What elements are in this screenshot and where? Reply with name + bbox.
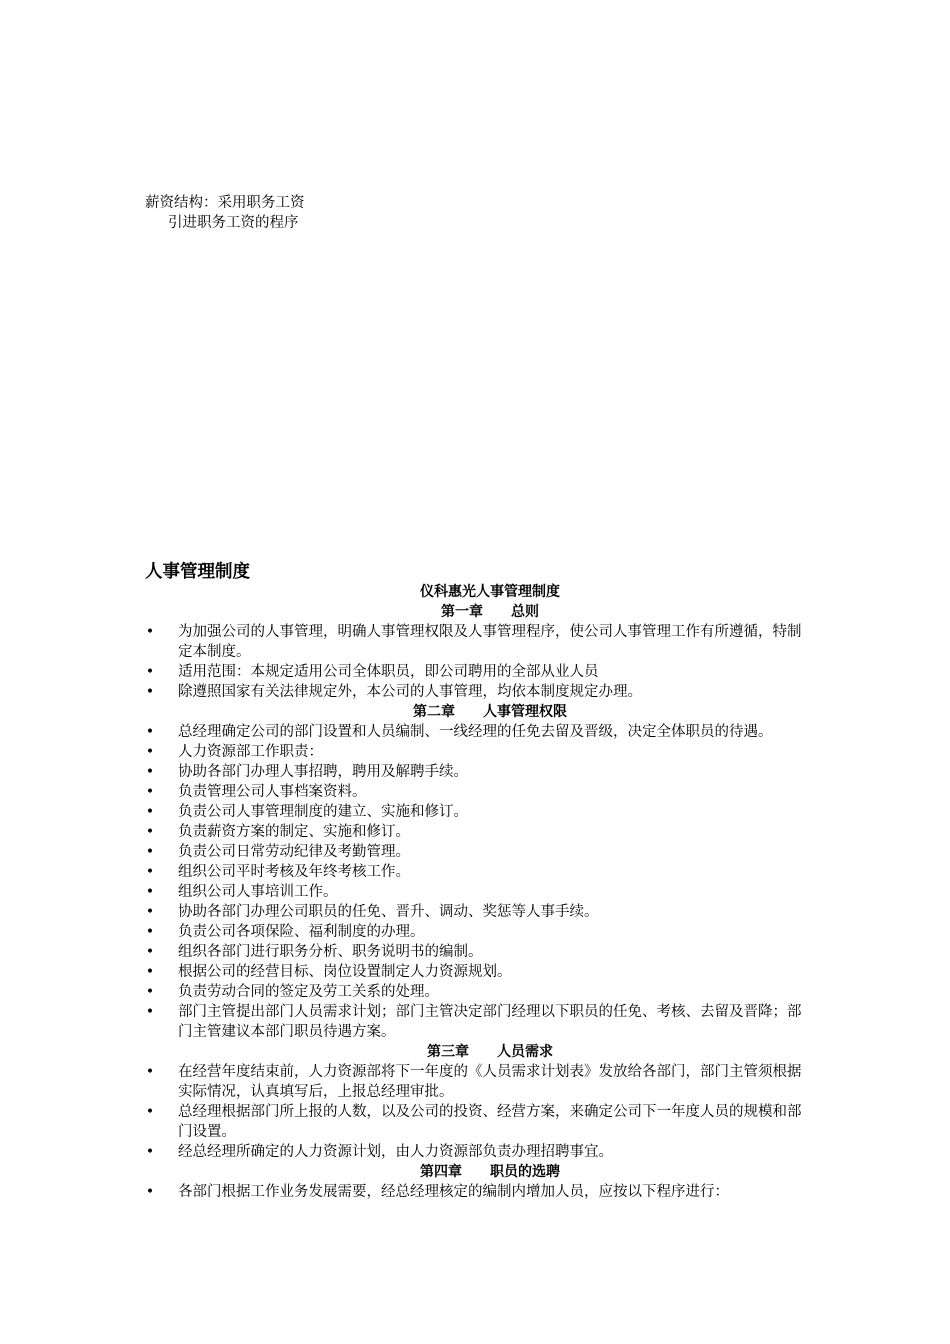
- list-item: [145, 662, 807, 682]
- bullet-icon: •: [145, 864, 155, 880]
- list-item-text: 总经理根据部门所上报的人数，以及公司的投资、经营方案，来确定公司下一年度人员的规模和部门设置。: [178, 1104, 802, 1140]
- bullet-icon: •: [145, 1144, 155, 1160]
- bullet-icon: •: [145, 1004, 155, 1020]
- regulation-body: [145, 582, 807, 1202]
- chapter-heading: 第四章 职员的选聘: [420, 1164, 560, 1180]
- bullet-icon: •: [145, 884, 155, 900]
- list-item-text: 组织各部门进行职务分析、职务说明书的编制。: [178, 944, 483, 960]
- chapter-section: [145, 1162, 807, 1202]
- list-item-text: 除遵照国家有关法律规定外，本公司的人事管理，均依本制度规定办理。: [178, 684, 642, 700]
- chapters-container: [145, 602, 807, 1202]
- list-item-text: 各部门根据工作业务发展需要，经总经理核定的编制内增加人员，应按以下程序进行：: [178, 1184, 729, 1200]
- chapter-item-list: [145, 1062, 807, 1162]
- chapter-heading: 第一章 总则: [441, 604, 539, 620]
- chapter-section: [145, 702, 807, 1042]
- list-item: [145, 1182, 807, 1202]
- list-item: [145, 782, 807, 802]
- list-item: [145, 982, 807, 1002]
- list-item-text: 负责公司日常劳动纪律及考勤管理。: [178, 844, 410, 860]
- chapter-item-list: [145, 1182, 807, 1202]
- list-item: [145, 1062, 807, 1102]
- list-item-text: 协助各部门办理人事招聘，聘用及解聘手续。: [178, 764, 468, 780]
- list-item-text: 总经理确定公司的部门设置和人员编制、一线经理的任免去留及晋级，决定全体职员的待遇。: [178, 724, 773, 740]
- list-item-text: 负责公司人事管理制度的建立、实施和修订。: [178, 804, 468, 820]
- bullet-icon: •: [145, 824, 155, 840]
- list-item-text: 协助各部门办理公司职员的任免、晋升、调动、奖惩等人事手续。: [178, 904, 599, 920]
- bullet-icon: •: [145, 784, 155, 800]
- list-item: [145, 882, 807, 902]
- bullet-icon: •: [145, 984, 155, 1000]
- bullet-icon: •: [145, 764, 155, 780]
- bullet-icon: •: [145, 964, 155, 980]
- list-item-text: 经总经理所确定的人力资源计划，由人力资源部负责办理招聘事宜。: [178, 1144, 613, 1160]
- list-item-text: 根据公司的经营目标、岗位设置制定人力资源规划。: [178, 964, 512, 980]
- chapter-section: [145, 1042, 807, 1162]
- bullet-icon: •: [145, 904, 155, 920]
- bullet-icon: •: [145, 1104, 155, 1120]
- bullet-icon: •: [145, 744, 155, 760]
- list-item: [145, 722, 807, 742]
- list-item: [145, 1102, 807, 1142]
- list-item: [145, 802, 807, 822]
- list-item: [145, 742, 807, 762]
- list-item: [145, 822, 807, 842]
- list-item: [145, 622, 807, 662]
- list-item-text: 负责管理公司人事档案资料。: [178, 784, 367, 800]
- main-title: 人事管理制度: [145, 562, 250, 582]
- bullet-icon: •: [145, 1184, 155, 1200]
- bullet-icon: •: [145, 944, 155, 960]
- bullet-icon: •: [145, 664, 155, 680]
- list-item-text: 负责劳动合同的签定及劳工关系的处理。: [178, 984, 439, 1000]
- list-item: [145, 922, 807, 942]
- list-item-text: 为加强公司的人事管理，明确人事管理权限及人事管理程序，使公司人事管理工作有所遵循，特制定本制度。: [178, 624, 802, 660]
- list-item-text: 组织公司人事培训工作。: [178, 884, 338, 900]
- list-item-text: 负责薪资方案的制定、实施和修订。: [178, 824, 410, 840]
- list-item-text: 适用范围：本规定适用公司全体职员，即公司聘用的全部从业人员: [178, 664, 599, 680]
- salary-structure-line: 薪资结构：采用职务工资: [145, 195, 305, 211]
- list-item: [145, 682, 807, 702]
- chapter-item-list: [145, 722, 807, 1042]
- bullet-icon: •: [145, 684, 155, 700]
- bullet-icon: •: [145, 1064, 155, 1080]
- bullet-icon: •: [145, 804, 155, 820]
- list-item-text: 在经营年度结束前，人力资源部将下一年度的《人员需求计划表》发放给各部门，部门主管须根据实际情况，认真填写后，上报总经理审批。: [178, 1064, 802, 1100]
- list-item: [145, 962, 807, 982]
- list-item: [145, 942, 807, 962]
- list-item: [145, 862, 807, 882]
- chapter-heading: 第二章 人事管理权限: [413, 704, 567, 720]
- list-item-text: 人力资源部工作职责：: [178, 744, 323, 760]
- document-title: 仪科惠光人事管理制度: [420, 584, 560, 600]
- bullet-icon: •: [145, 924, 155, 940]
- chapter-section: [145, 602, 807, 702]
- bullet-icon: •: [145, 844, 155, 860]
- introduction-program-line: 引进职务工资的程序: [168, 215, 299, 231]
- list-item-text: 部门主管提出部门人员需求计划；部门主管决定部门经理以下职员的任免、考核、去留及晋降；部门主管建议本部门职员待遇方案。: [178, 1004, 802, 1040]
- chapter-heading: 第三章 人员需求: [427, 1044, 553, 1060]
- list-item: [145, 762, 807, 782]
- bullet-icon: •: [145, 624, 155, 640]
- list-item: [145, 1002, 807, 1042]
- list-item: [145, 842, 807, 862]
- list-item-text: 组织公司平时考核及年终考核工作。: [178, 864, 410, 880]
- list-item: [145, 902, 807, 922]
- chapter-item-list: [145, 622, 807, 702]
- list-item: [145, 1142, 807, 1162]
- bullet-icon: •: [145, 724, 155, 740]
- list-item-text: 负责公司各项保险、福利制度的办理。: [178, 924, 425, 940]
